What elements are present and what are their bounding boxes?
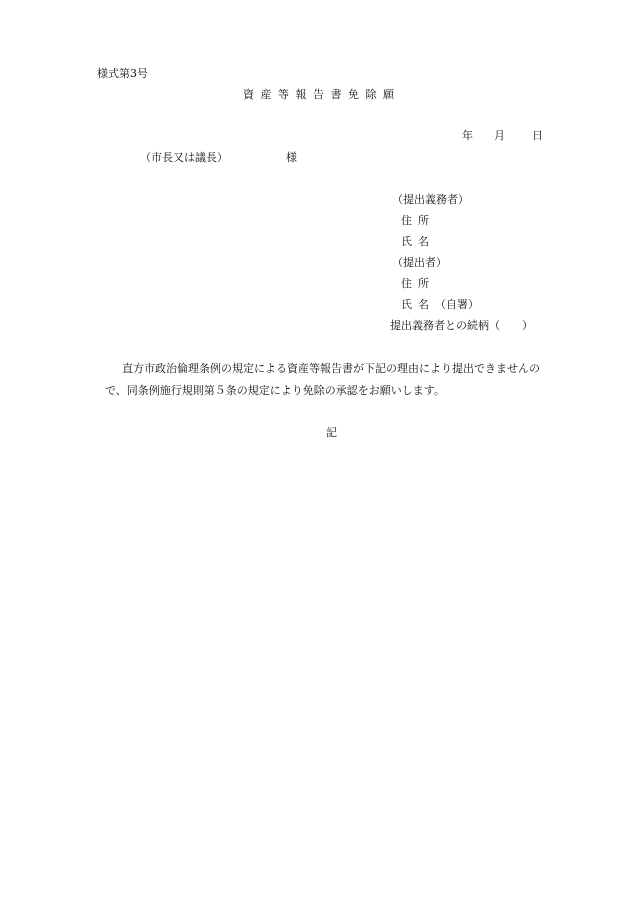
body-text-line-2: で、同条例施行規則第５条の規定により免除の承認をお願いします。 bbox=[105, 384, 445, 397]
submitter-name-label: 氏名 bbox=[401, 298, 435, 311]
submitter-address-label: 住所 bbox=[401, 277, 435, 290]
relation-label: 提出義務者との続柄（ ） bbox=[390, 319, 533, 332]
date-year-label: 年 bbox=[462, 129, 473, 142]
note-heading: 記 bbox=[326, 426, 337, 439]
date-day-label: 日 bbox=[532, 129, 543, 142]
signature-note: （自署） bbox=[435, 298, 479, 311]
obligated-name-label: 氏名 bbox=[401, 235, 435, 248]
submitter-name-row bbox=[401, 298, 479, 312]
date-month-label: 月 bbox=[494, 129, 505, 142]
document-title: 資産等報告書免除願 bbox=[243, 88, 401, 101]
submitter-section-label: （提出者） bbox=[392, 256, 447, 269]
body-text-line-1: 直方市政治倫理条例の規定による資産等報告書が下記の理由により提出できませんの bbox=[122, 362, 540, 375]
form-number: 様式第3号 bbox=[97, 67, 148, 80]
obligated-address-label: 住所 bbox=[401, 214, 435, 227]
addressee-honorific: 様 bbox=[286, 151, 297, 164]
addressee-role: （市長又は議長） bbox=[140, 151, 228, 164]
obligated-section-label: （提出義務者） bbox=[392, 193, 469, 206]
